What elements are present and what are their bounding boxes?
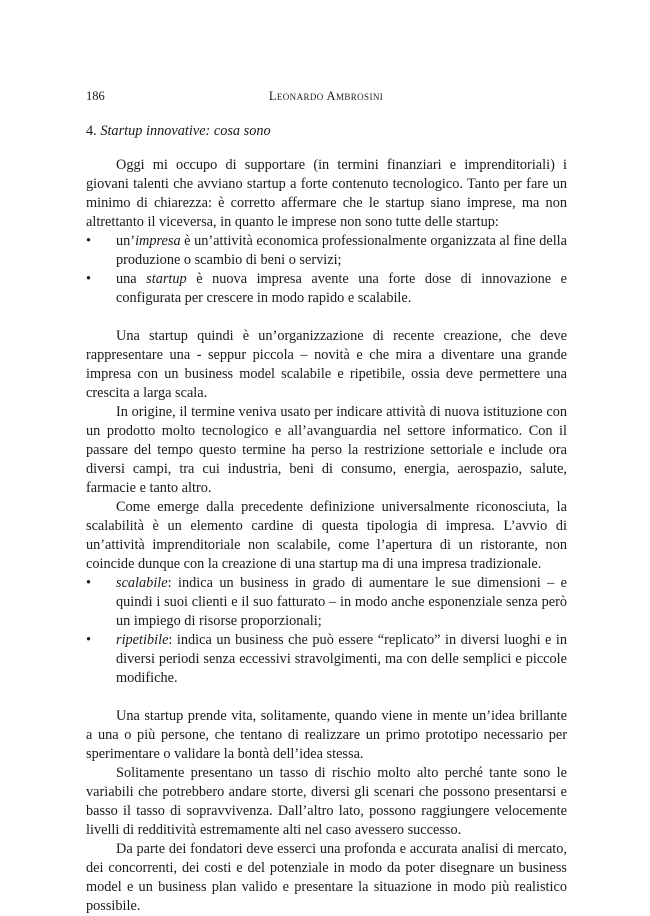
section-number: 4. [86, 123, 97, 139]
section-heading [86, 122, 567, 141]
bullet: • [86, 632, 92, 648]
list-item [86, 631, 567, 688]
list-item-text: è un’attività economica professionalmente organizzata al fine della produzione o scambio di beni o servizi; [116, 233, 567, 268]
paragraph-5: Una startup prende vita, solitamente, quando viene in mente un’idea brillante a una o più persone, che tentano di realizzare un primo prototipo necessario per sperimentare o validare la bontà dell’idea stessa. [86, 708, 567, 762]
list-item-text: : indica un business che può essere “replicato” in diversi luoghi e in diversi periodi senza eccessivi stravolgimenti, ma con delle semplici e piccole modifiche. [116, 632, 567, 686]
list-item-prefix: un’ [116, 233, 136, 249]
paragraph-4: Come emerge dalla precedente definizione universalmente riconosciuta, la scalabilità è un elemento cardine di questa tipologia di impresa. L’avvio di un’attività imprenditoriale non scalabile, come l’apertura di un ristorante, non coincide dunque con la creazione di una startup ma di una impresa tradizionale. [86, 499, 567, 572]
list-item-term: impresa [135, 233, 181, 249]
list-item [86, 232, 567, 270]
list-item-term: scalabile [116, 575, 168, 591]
page-body [86, 122, 567, 916]
paragraph-6: Solitamente presentano un tasso di rischio molto alto perché tante sono le variabili che potrebbero andare storte, diversi gli scenari che possono presentarsi e basso il tasso di sopravvivenza. Dall’altro lato, possono raggiungere velocemente livelli di redditività estremamente alti nel caso avessero successo. [86, 765, 567, 838]
bullet: • [86, 575, 92, 591]
paragraph-2: Una startup quindi è un’organizzazione di recente creazione, che deve rappresentare una - seppur piccola – novità e che mira a diventare una grande impresa con un business model scalabile e ripetibile, ossia deve permettere una crescita a larga scala. [86, 328, 567, 401]
section-title: Startup innovative: cosa sono [100, 123, 271, 139]
paragraph-7: Da parte dei fondatori deve esserci una profonda e accurata analisi di mercato, dei concorrenti, dei costi e del potenziale in modo da poter disegnare un business model e un business plan valido e presentare la situazione in modo più realistico possibile. [86, 841, 567, 914]
paragraph-1: Oggi mi occupo di supportare (in termini finanziari e imprenditoriali) i giovani talenti che avviano startup a forte contenuto tecnologico. Tanto per fare un minimo di chiarezza: è corretto affermare che le startup siano imprese, ma non altrettanto il viceversa, in quanto le imprese non sono tutte delle startup: [86, 157, 567, 230]
paragraph-3: In origine, il termine veniva usato per indicare attività di nuova istituzione con un prodotto molto tecnologico e all’avanguardia nel settore informatico. Con il passare del tempo questo termine ha perso la restrizione settoriale e include ora diversi campi, tra cui industria, beni di consumo, energia, aerospazio, salute, farmacie e tanto altro. [86, 404, 567, 496]
list-item-text: è nuova impresa avente una forte dose di innovazione e configurata per crescere in modo rapido e scalabile. [116, 271, 567, 306]
running-head: Leonardo Ambrosini [268, 89, 384, 103]
list-item-term: ripetibile [116, 632, 169, 648]
list-item [86, 270, 567, 308]
page-number: 186 [86, 89, 105, 103]
definition-list [86, 232, 567, 308]
list-item-text: : indica un business in grado di aumentare le sue dimensioni – e quindi i suoi clienti e il suo fatturato – in modo anche esponenziale senza però un impiego di risorse proporzionali; [116, 575, 567, 629]
list-item-prefix: una [116, 271, 147, 287]
bullet: • [86, 233, 92, 249]
property-list [86, 574, 567, 688]
list-item [86, 574, 567, 631]
bullet: • [86, 271, 92, 287]
list-item-term: startup [146, 271, 187, 287]
